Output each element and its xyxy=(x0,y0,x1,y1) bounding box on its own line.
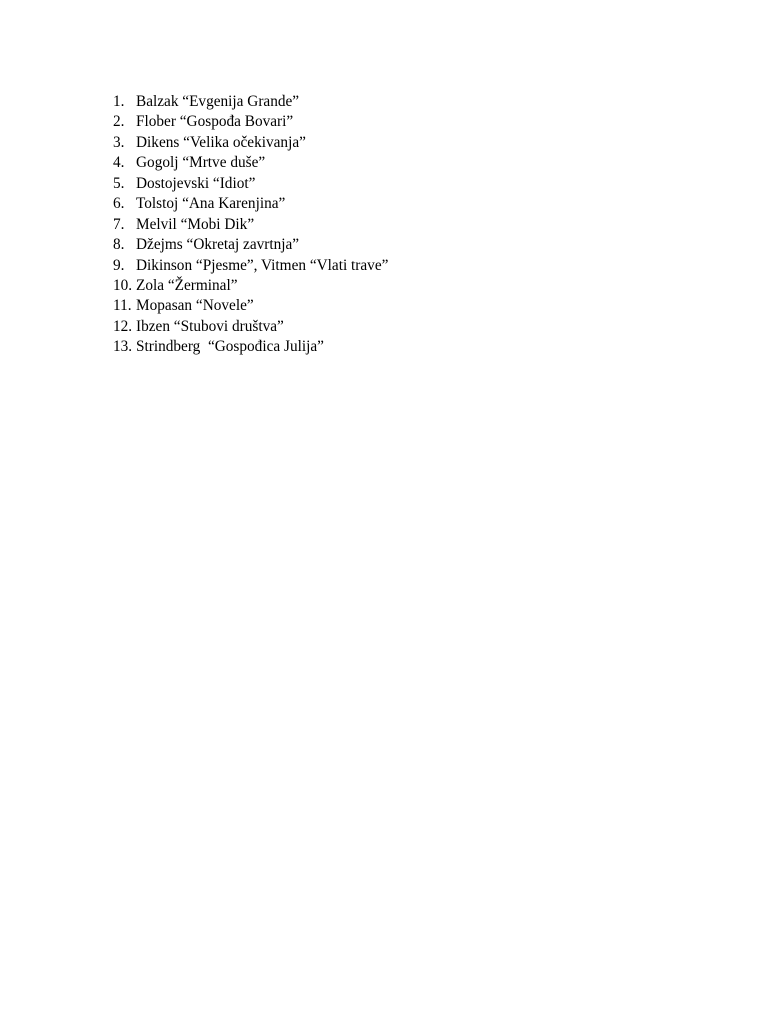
list-text: Strindberg “Gospođica Julija” xyxy=(136,338,324,356)
list-item xyxy=(113,276,388,296)
list-item xyxy=(113,133,388,153)
list-item xyxy=(113,235,388,255)
list-number: 6. xyxy=(113,195,125,213)
list-number: 9. xyxy=(113,256,125,274)
list-text: Tolstoj “Ana Karenjina” xyxy=(136,195,286,213)
list-number: 2. xyxy=(113,113,125,131)
list-text: Melvil “Mobi Dik” xyxy=(136,215,255,233)
list-item xyxy=(113,317,388,337)
list-number: 8. xyxy=(113,236,125,254)
list-text: Gogolj “Mrtve duše” xyxy=(136,154,266,172)
list-text: Zola “Žerminal” xyxy=(136,276,238,294)
list-item xyxy=(113,153,388,173)
list-item xyxy=(113,174,388,194)
list-item xyxy=(113,194,388,214)
list-item xyxy=(113,337,388,357)
list-number: 13. xyxy=(113,338,133,356)
reading-list xyxy=(113,92,388,358)
list-item xyxy=(113,92,388,112)
list-item xyxy=(113,112,388,132)
list-text: Flober “Gospođa Bovari” xyxy=(136,113,294,131)
list-text: Ibzen “Stubovi društva” xyxy=(136,317,284,335)
list-number: 11. xyxy=(113,297,132,315)
list-text: Džejms “Okretaj zavrtnja” xyxy=(136,236,300,254)
list-item xyxy=(113,256,388,276)
list-item xyxy=(113,296,388,316)
list-text: Dikinson “Pjesme”, Vitmen “Vlati trave” xyxy=(136,256,389,274)
list-number: 7. xyxy=(113,215,125,233)
list-text: Balzak “Evgenija Grande” xyxy=(136,93,300,110)
list-number: 3. xyxy=(113,133,125,151)
list-number: 1. xyxy=(113,93,125,110)
list-text: Mopasan “Novele” xyxy=(136,297,254,315)
list-number: 4. xyxy=(113,154,125,172)
list-text: Dikens “Velika očekivanja” xyxy=(136,133,306,151)
list-number: 10. xyxy=(113,276,133,294)
list-text: Dostojevski “Idiot” xyxy=(136,174,256,192)
list-item xyxy=(113,215,388,235)
list-number: 12. xyxy=(113,317,133,335)
list-number: 5. xyxy=(113,174,125,192)
